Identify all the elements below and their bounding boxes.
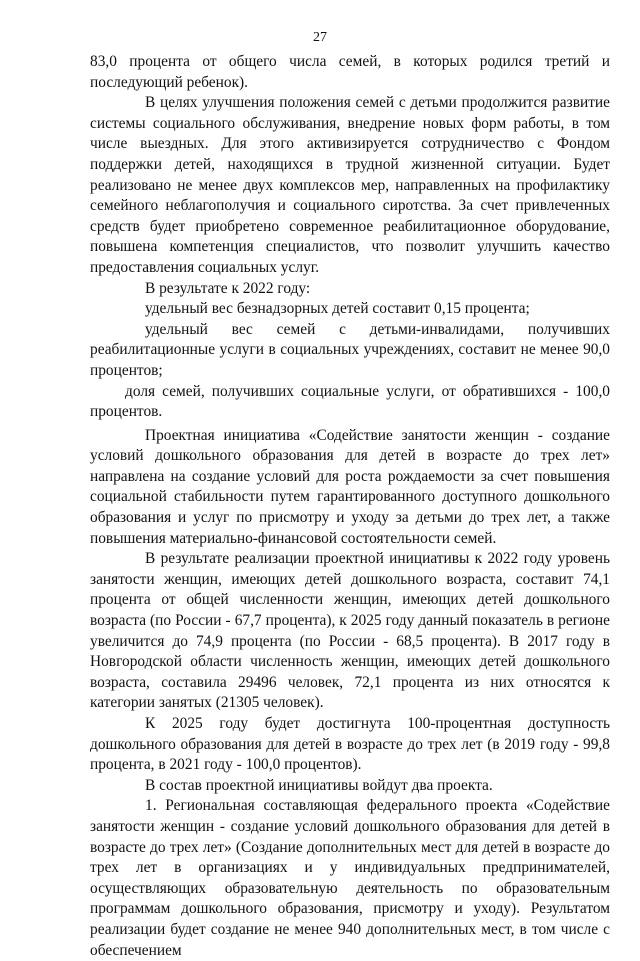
paragraph-social-services: В целях улучшения положения семей с детьми продолжится развитие системы социального обслуживания, внедрение новых форм работы, в том числе выездных. Для этого активизируется сотрудничество с Фондом поддержки детей, находящихся в трудной жизненной ситуации. Будет реализовано не менее двух комплексов мер, направленных на профилактику семейного неблагополучия и социального сиротства. За счет привлеченных средств будет приобретено современное реабилитационное оборудование, повышена компетенция специалистов, что позволит улучшить качество предоставления социальных услуг. [90,94,610,276]
paragraph-results-intro: В результате к 2022 году: [145,279,311,297]
document-body [90,52,610,961]
paragraph-preschool-availability: К 2025 году будет достигнута 100-процентная доступность дошкольного образования для детей в возрасте до трех лет (в 2019 году - 99,8 процента, в 2021 году - 100,0 процентов). [90,715,610,774]
paragraph-employment-results: В результате реализации проектной инициативы к 2022 году уровень занятости женщин, имеющих детей дошкольного возраста, составит 74,1 процента от общей численности женщин, имеющих детей дошкольного возраста (по России - 67,7 процента), к 2025 году данный показатель в регионе увеличится до 74,9 процента (по России - 68,5 процента). В 2017 году в Новгородской области численность женщин, имеющих детей дошкольного возраста, составила 29496 человек, 72,1 процента из них относятся к категории занятых (21305 человек). [90,550,610,712]
paragraph-two-projects: В состав проектной инициативы войдут два проекта. [145,776,493,794]
paragraph-regional-component: 1. Региональная составляющая федерального проекта «Содействие занятости женщин - создание условий дошкольного образования для детей в возрасте до трех лет» (Создание дополнительных мест для детей в возрасте до трех лет в организациях и у индивидуальных предпринимателей, осуществляющих образовательную деятельность по образовательным программам дошкольного образования, присмотру и уходу). Результатом реализации будет создание не менее 940 дополнительных мест, в том числе с обеспечением [90,797,610,959]
list-item-disabled-children-families: удельный вес семей с детьми-инвалидами, получивших реабилитационные услуги в социальных учреждениях, составит не менее 90,0 процентов; [90,320,610,379]
list-item-social-services-share: доля семей, получивших социальные услуги, от обратившихся - 100,0 процентов. [90,382,610,421]
page-number: 27 [313,30,327,45]
list-item-neglected-children: удельный вес безнадзорных детей составит 0,15 процента; [145,300,530,318]
paragraph-continuation: 83,0 процента от общего числа семей, в которых родился третий и последующий ребенок). [90,53,610,91]
paragraph-project-initiative: Проектная инициатива «Содействие занятости женщин - создание условий дошкольного образования для детей в возрасте до трех лет» направлена на создание условий для роста рождаемости за счет повышения социальной стабильности путем гарантированного доступного дошкольного образования и услуг по присмотру и уходу за детьми до трех лет, а также повышения материально-финансовой состоятельности семей. [90,426,610,547]
